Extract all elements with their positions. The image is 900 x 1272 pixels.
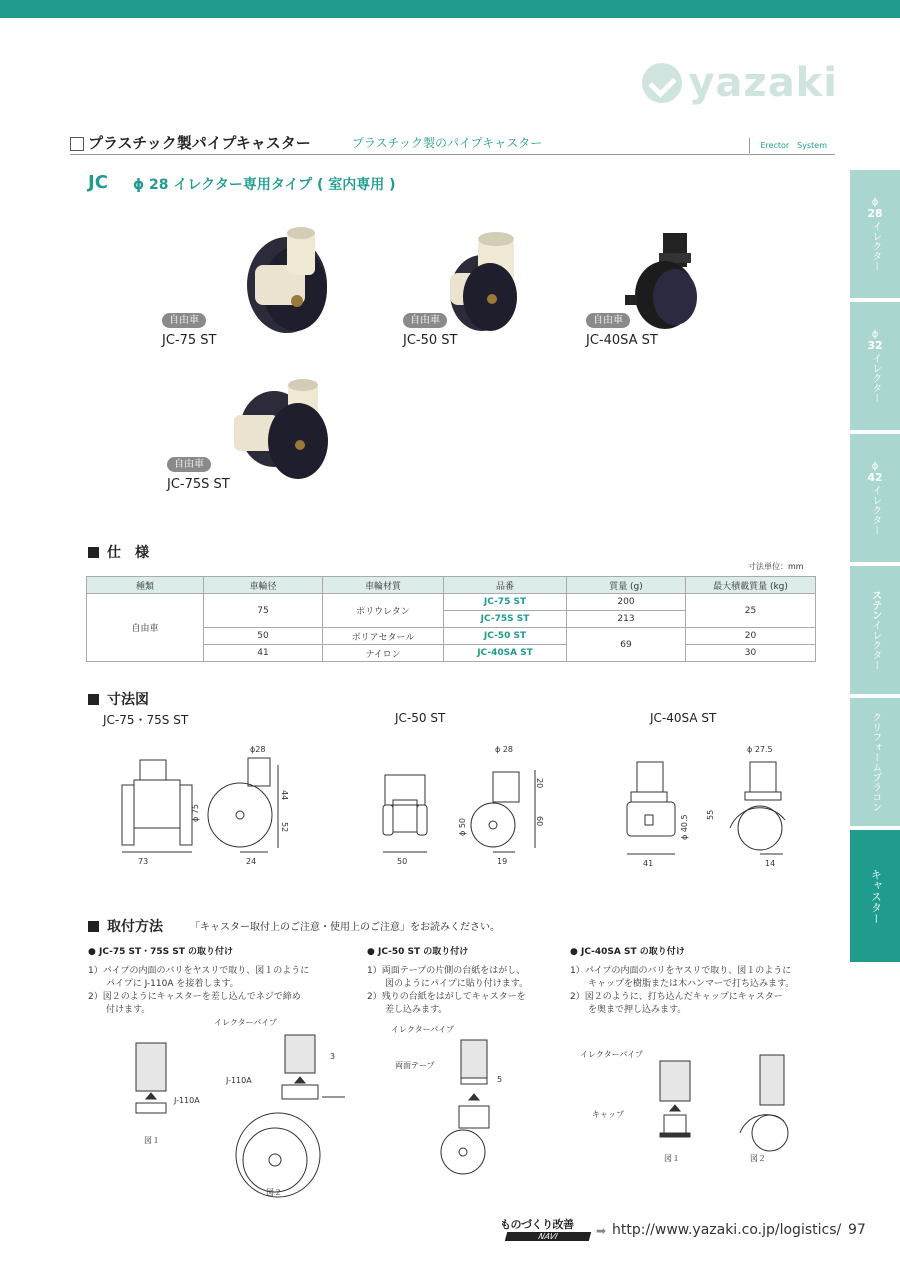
spec-table xyxy=(86,576,816,662)
mount-title: ● JC-50 ST の取り付け xyxy=(367,947,469,957)
dim-text: ϕ 27.5 xyxy=(747,745,773,754)
footer-logo xyxy=(500,1216,596,1241)
drawing-jc40sa xyxy=(615,740,805,870)
brand-name: yazaki xyxy=(688,60,838,106)
dim-text: ϕ 28 xyxy=(495,745,513,754)
dim-text: ϕ 50 xyxy=(458,818,467,836)
figure-label: J-110A xyxy=(226,1076,252,1085)
mount-figure-jc50 xyxy=(385,1020,535,1180)
cell-material: ポリアセタール xyxy=(323,628,444,645)
cell-load: 30 xyxy=(686,645,816,662)
mount-section-jc50 xyxy=(367,946,567,1017)
product-jc75 xyxy=(162,308,216,348)
dim-text: 20 xyxy=(535,778,544,789)
side-tab-42-erector[interactable] xyxy=(850,434,900,562)
tab-line: キャスター xyxy=(869,868,883,924)
column-header: 品番 xyxy=(444,577,567,594)
tab-line: ϕ xyxy=(871,460,879,472)
page-number: 97 xyxy=(848,1222,866,1238)
dim-text: 14 xyxy=(765,859,776,868)
drawing-label-jc40sa: JC-40SA ST xyxy=(650,711,717,725)
cell-diameter: 50 xyxy=(204,628,323,645)
mounting-note: 「キャスター取付上のご注意・使用上のご注意」をお読みください。 xyxy=(190,922,500,933)
tab-line: ステン xyxy=(869,590,881,620)
side-tab-28-erector[interactable] xyxy=(850,170,900,298)
tab-line: クリフォームプラコン xyxy=(869,712,881,812)
footer-url-link[interactable]: http://www.yazaki.co.jp/logistics/ xyxy=(612,1222,842,1238)
mount-step: 1）パイプの内面のバリをヤスリで取り、図１のように xyxy=(88,966,310,977)
mounting-heading: 取付方法 xyxy=(88,916,163,936)
mount-step: 付けます。 xyxy=(88,1005,151,1016)
dim-text: ϕ 75 xyxy=(191,804,200,822)
cell-diameter: 41 xyxy=(204,645,323,662)
dim-text: ϕ28 xyxy=(250,745,266,754)
dimensions-heading: 寸法図 xyxy=(88,689,149,709)
type-badge: 自由車 xyxy=(162,313,206,328)
figure-label: 図２ xyxy=(266,1188,282,1197)
figure-label: 5 xyxy=(497,1075,503,1084)
tab-line: ϕ xyxy=(871,328,879,340)
cell-mass: 69 xyxy=(567,628,686,662)
side-tab-caster[interactable] xyxy=(850,830,900,962)
mount-step: 2）残りの台紙をはがしてキャスターを xyxy=(367,992,526,1003)
cell-mass: 200 xyxy=(567,594,686,611)
mount-title: ● JC-40SA ST の取り付け xyxy=(570,947,685,957)
mount-section-jc40sa xyxy=(570,946,820,1017)
page-subtitle: プラスチック製のパイプキャスター xyxy=(352,136,543,150)
unit-note: 寸法単位：mm xyxy=(748,562,804,571)
spec-heading: 仕 様 xyxy=(88,542,149,562)
product-image-jc75 xyxy=(225,215,345,335)
mount-step: キャップを樹脂または木ハンマーで打ち込みます。 xyxy=(570,979,795,990)
column-header: 最大積載質量 (kg) xyxy=(686,577,816,594)
dim-text: 52 xyxy=(280,822,289,833)
dim-text: 55 xyxy=(706,809,715,820)
side-tab-cliform-placon[interactable] xyxy=(850,698,900,826)
dim-text: 60 xyxy=(535,816,544,827)
product-name: JC-75 ST xyxy=(162,333,217,348)
cell-diameter: 75 xyxy=(204,594,323,628)
cell-type: 自由車 xyxy=(87,594,204,662)
cell-code: JC-50 ST xyxy=(444,628,567,645)
page-title: プラスチック製パイプキャスター xyxy=(88,134,311,152)
drawing-jc75 xyxy=(110,740,320,870)
dim-text: 44 xyxy=(280,790,289,801)
dim-text: 50 xyxy=(397,857,408,866)
cell-code: JC-40SA ST xyxy=(444,645,567,662)
logo-check-icon xyxy=(642,63,682,103)
figure-label: イレクターパイプ xyxy=(391,1025,455,1034)
footer-logo-text: ものづくり改善 xyxy=(500,1218,574,1231)
cell-code: JC-75 ST xyxy=(444,594,567,611)
figure-label: 図１ xyxy=(664,1154,680,1163)
mount-step: 1）パイプの内面のバリをヤスリで取り、図１のように xyxy=(570,966,792,977)
figure-label: J-110A xyxy=(174,1096,200,1105)
product-jc50 xyxy=(403,308,457,348)
drawing-jc50 xyxy=(375,740,555,870)
figure-label: 図１ xyxy=(144,1136,160,1145)
column-header: 車輪径 xyxy=(204,577,323,594)
drawing-label-jc75: JC-75・75S ST xyxy=(103,713,189,727)
figure-label: 3 xyxy=(330,1052,336,1061)
figure-label: 図２ xyxy=(750,1154,766,1163)
table-row xyxy=(87,594,816,611)
figure-label: キャップ xyxy=(592,1110,624,1119)
cell-mass: 213 xyxy=(567,611,686,628)
dim-text: ϕ 40.5 xyxy=(680,814,689,840)
product-name: JC-50 ST xyxy=(403,333,458,348)
side-tab-32-erector[interactable] xyxy=(850,302,900,430)
figure-label: イレクターパイプ xyxy=(214,1018,278,1027)
product-jc40sa xyxy=(586,308,658,348)
type-badge: 自由車 xyxy=(586,313,630,328)
drawing-label-jc50: JC-50 ST xyxy=(395,711,446,725)
figure-label: 両面テープ xyxy=(395,1061,435,1070)
cell-load: 20 xyxy=(686,628,816,645)
product-name: JC-75S ST xyxy=(167,477,230,492)
mount-step: 1）両面テープの片側の台紙をはがし、 xyxy=(367,966,526,977)
tab-line: ϕ xyxy=(871,196,879,208)
column-header: 車輪材質 xyxy=(323,577,444,594)
cell-code: JC-75S ST xyxy=(444,611,567,628)
mount-step: 図のようにパイプに貼り付けます。 xyxy=(367,979,529,990)
table-header-row xyxy=(87,577,816,594)
column-header: 質量 (g) xyxy=(567,577,686,594)
mount-step: 2）図２のようにキャスターを差し込んでネジで締め xyxy=(88,992,301,1003)
mount-figure-jc75 xyxy=(130,1015,360,1200)
side-tab-stainless-erector[interactable] xyxy=(850,566,900,694)
cell-material: ポリウレタン xyxy=(323,594,444,628)
top-bar xyxy=(0,0,900,18)
brand-logo xyxy=(642,60,838,106)
checkbox-square-icon xyxy=(70,137,84,151)
tab-line: イレクター xyxy=(869,221,881,272)
dim-text: 19 xyxy=(497,857,508,866)
mount-step: 2）図２のように、打ち込んだキャップにキャスター xyxy=(570,992,783,1003)
figure-label: イレクターパイプ xyxy=(580,1050,644,1059)
page-title-row xyxy=(70,132,835,155)
tab-line: 32 xyxy=(867,339,883,353)
type-badge: 自由車 xyxy=(403,313,447,328)
mount-step: を奥まで押し込みます。 xyxy=(570,1005,687,1016)
tab-line: イレクター xyxy=(869,485,881,536)
footer-logo-sub: NAVI xyxy=(505,1232,591,1241)
tab-line: 28 xyxy=(867,207,883,221)
type-badge: 自由車 xyxy=(167,457,211,472)
dim-text: 41 xyxy=(643,859,654,868)
cell-load: 25 xyxy=(686,594,816,628)
series-description: ϕ 28 イレクター専用タイプ ( 室内専用 ) xyxy=(133,177,396,193)
mount-figure-jc40sa xyxy=(578,1045,808,1170)
system-label: Erector System xyxy=(749,138,835,153)
tab-line: イレクター xyxy=(869,353,881,404)
mount-step: パイプに J-110A を接着します。 xyxy=(88,979,239,990)
cell-material: ナイロン xyxy=(323,645,444,662)
product-name: JC-40SA ST xyxy=(586,333,658,348)
dim-text: 73 xyxy=(138,857,149,866)
column-header: 種類 xyxy=(87,577,204,594)
arrow-right-icon: ➡ xyxy=(596,1224,607,1238)
mount-title: ● JC-75 ST・75S ST の取り付け xyxy=(88,947,234,957)
series-code: JC xyxy=(88,172,108,193)
mount-section-jc75 xyxy=(88,946,358,1017)
product-image-jc75s xyxy=(230,375,340,485)
dim-text: 24 xyxy=(246,857,257,866)
tab-line: 42 xyxy=(867,471,883,485)
tab-line: イレクター xyxy=(869,620,881,670)
product-jc75s xyxy=(167,452,230,492)
mount-step: 差し込みます。 xyxy=(367,1005,448,1016)
